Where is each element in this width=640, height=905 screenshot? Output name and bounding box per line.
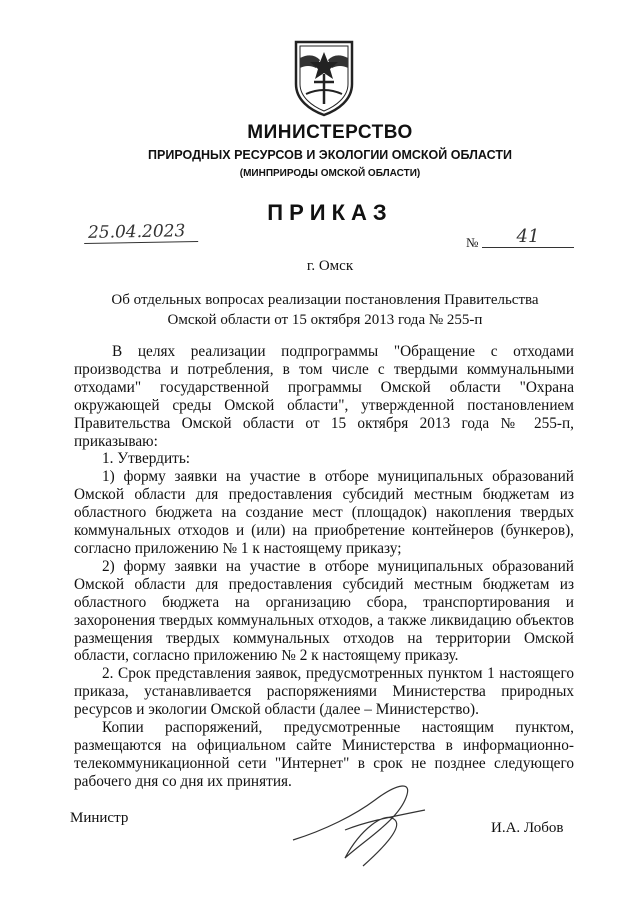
order-date: 25.04.2023 (84, 221, 198, 244)
clause-2-paragraph: 2. Срок представления заявок, предусмотренных пунктом 1 настоящего приказа, устанавливается распоряжениями Министерства природных ресурсов и экологии Омской области (далее – Министерство). (74, 665, 574, 719)
ministry-short-name: (МИНПРИРОДЫ ОМСКОЙ ОБЛАСТИ) (239, 168, 421, 179)
clause-1-item-2: 2) форму заявки на участие в отборе муниципальных образований Омской области для предоставления субсидий местным бюджетам из областного бюджета на организацию сбора, транспортирования и захоронения твердых коммунальных отходов, а также ликвидацию объектов размещения твердых коммунальных отходов на территории Омской области, согласно приложению № 2 к настоящему приказу. (74, 557, 574, 665)
document-title: ПРИКАЗ (267, 200, 393, 225)
number-sign: № (466, 235, 479, 250)
clause-2-copies-paragraph: Копии распоряжений, предусмотренные настоящим пунктом, размещаются на официальном сайте Министерства в информационно-телекоммуникационной сети "Интернет" в срок не позднее следующего рабочего дня со дня их принятия. (74, 719, 574, 790)
order-body (74, 343, 574, 791)
preamble-paragraph: В целях реализации подпрограммы "Обращение с отходами производства и потребления, в том числе с твердыми коммунальными отходами" государственной программы Омской области "Охрана окружающей среды Омской области", утвержденной постановлением Правительства Омской области от 15 октября 2013 года № 255-п, приказываю: (74, 343, 574, 450)
city-line: г. Омск (306, 258, 354, 274)
handwritten-signature-icon (285, 770, 445, 870)
subject-line-1: Об отдельных вопросах реализации постановления Правительства (111, 292, 539, 308)
omsk-coat-of-arms-icon (292, 38, 356, 118)
ministry-subtitle: ПРИРОДНЫХ РЕСУРСОВ И ЭКОЛОГИИ ОМСКОЙ ОБЛАСТИ (148, 148, 512, 162)
subject-line-2: Омской области от 15 октября 2013 года № 255-п (167, 312, 483, 328)
ministry-title: МИНИСТЕРСТВО (247, 122, 413, 143)
signatory-position: Министр (70, 810, 129, 826)
signatory-name: И.А. Лобов (491, 820, 564, 836)
order-number: 41 (482, 226, 574, 248)
clause-1-item-1: 1) форму заявки на участие в отборе муниципальных образований Омской области для предоставления субсидий местным бюджетам из областного бюджета на создание мест (площадок) накопления твердых коммунальных отходов и (или) на приобретение контейнеров (бункеров), согласно приложению № 1 к настоящему приказу; (74, 468, 574, 557)
clause-1-heading: 1. Утвердить: (102, 450, 191, 468)
